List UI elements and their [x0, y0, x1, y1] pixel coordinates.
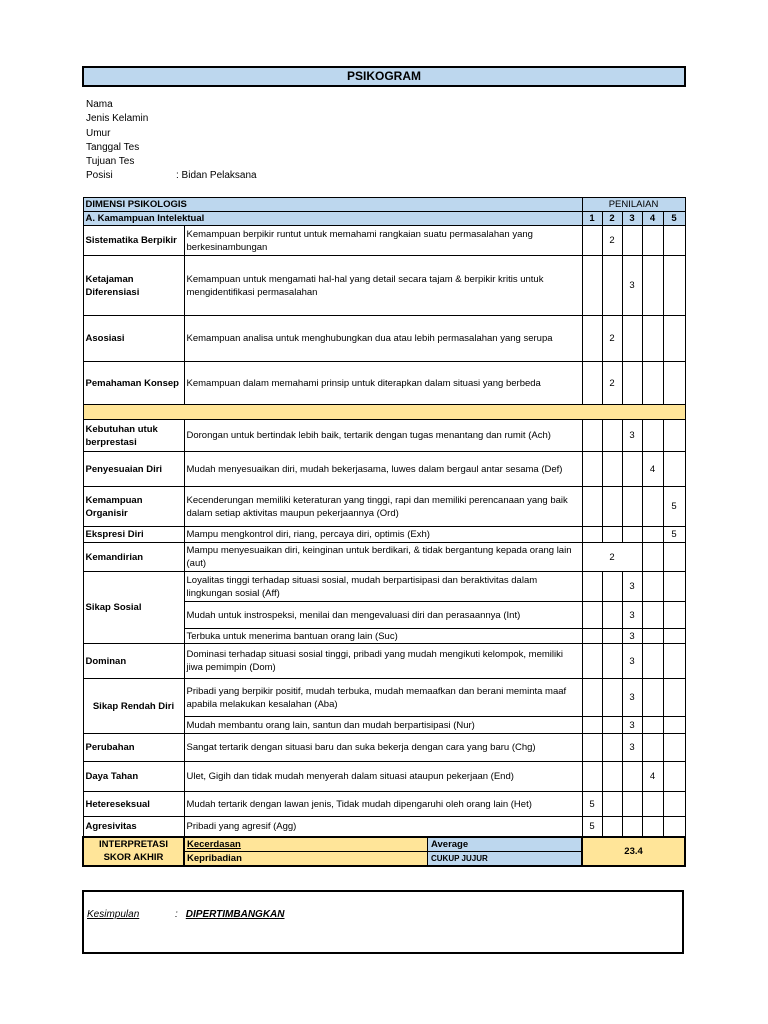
psychogram-table — [82, 197, 686, 867]
average-label: Average — [427, 838, 581, 851]
table-row — [83, 817, 685, 837]
scale-3: 3 — [622, 212, 642, 226]
row-description: Loyalitas tinggi terhadap situasi sosial, mudah berpartisipasi dan beraktivitas dalam lingkungan sosial (Aff) — [184, 572, 582, 602]
row-category: Agresivitas — [83, 817, 184, 837]
info-label: Nama — [86, 99, 113, 110]
column-header-rating: PENILAIAN — [582, 198, 685, 212]
row-category: Asosiasi — [83, 316, 184, 362]
row-description: Mudah untuk instrospeksi, menilai dan mengevaluasi diri dan perasaannya (Int) — [184, 602, 582, 629]
row-score: 5 — [663, 527, 685, 543]
table-row — [83, 644, 685, 679]
info-label: Jenis Kelamin — [86, 113, 149, 125]
table-row — [83, 487, 685, 527]
row-description: Pribadi yang berpikir positif, mudah terbuka, mudah memaafkan dan berani meminta maaf apabila melakukan kesalahan (Aba) — [184, 679, 582, 717]
info-label: Umur — [86, 127, 111, 139]
row-score: 4 — [642, 452, 663, 487]
average-result: CUKUP JUJUR — [427, 852, 581, 865]
row-description: Kemampuan untuk mengamati hal-hal yang detail secara tajam & berpikir kritis untuk mengidentifikasi permasalahan — [184, 256, 582, 316]
row-category: Kemampuan Organisir — [83, 487, 184, 527]
row-score: 3 — [622, 644, 642, 679]
row-category: Ketajaman Diferensiasi — [83, 256, 184, 316]
row-score: 2 — [602, 226, 622, 256]
table-row — [83, 452, 685, 487]
intelligence-label: Kecerdasan — [187, 838, 241, 850]
info-label: Tanggal Tes — [86, 141, 140, 153]
info-value: : Bidan Pelaksana — [176, 170, 257, 182]
row-score: 4 — [642, 762, 663, 792]
section-intellectual: A. Kamampuan Intelektual — [83, 212, 582, 226]
row-score: 3 — [622, 734, 642, 762]
section-divider — [83, 405, 685, 420]
table-row — [83, 362, 685, 405]
row-description: Sangat tertarik dengan situasi baru dan suka bekerja dengan cara yang baru (Chg) — [184, 734, 582, 762]
row-category: Penyesuaian Diri — [83, 452, 184, 487]
row-category: Dominan — [83, 644, 184, 679]
row-category: Ekspresi Diri — [83, 527, 184, 543]
table-row — [83, 527, 685, 543]
row-description: Ulet, Gigih dan tidak mudah menyerah dalam situasi ataupun pekerjaan (End) — [184, 762, 582, 792]
row-description: Terbuka untuk menerima bantuan orang lain (Suc) — [184, 629, 582, 644]
row-score: 3 — [622, 602, 642, 629]
row-category: Kemandirian — [83, 543, 184, 572]
table-row — [83, 792, 685, 817]
row-description: Mudah tertarik dengan lawan jenis, Tidak mudah dipengaruhi oleh orang lain (Het) — [184, 792, 582, 817]
row-description: Kecenderungan memiliki keteraturan yang tinggi, rapi dan memiliki perencanaan yang baik dalam setiap aktivitas maupun pekerjaannya (Ord) — [184, 487, 582, 527]
row-score: 5 — [582, 817, 602, 837]
final-score: 23.4 — [582, 837, 685, 866]
row-score: 2 — [602, 362, 622, 405]
row-score: 5 — [663, 487, 685, 527]
table-row — [83, 762, 685, 792]
table-row — [83, 734, 685, 762]
row-category: Sikap Rendah Diri — [83, 679, 184, 734]
row-score: 3 — [622, 420, 642, 452]
conclusion-box — [82, 890, 684, 954]
row-category: Daya Tahan — [83, 762, 184, 792]
row-score: 3 — [622, 572, 642, 602]
table-row — [83, 679, 685, 717]
row-category: Sistematika Berpikir — [83, 226, 184, 256]
scale-1: 1 — [582, 212, 602, 226]
row-score: 3 — [622, 679, 642, 717]
scale-5: 5 — [663, 212, 685, 226]
row-score: 2 — [602, 316, 622, 362]
row-score: 3 — [622, 256, 642, 316]
conclusion-label: Kesimpulan — [87, 909, 140, 920]
personality-label: Kepribadian — [187, 852, 242, 864]
row-category: Hetereseksual — [83, 792, 184, 817]
row-description: Mampu menyesuaikan diri, keinginan untuk berdikari, & tidak bergantung kepada orang lain (aut) — [184, 543, 582, 572]
identity-info — [86, 98, 257, 184]
conclusion-value: DIPERTIMBANGKAN — [185, 909, 285, 920]
row-score: 3 — [622, 629, 642, 644]
info-label: Tujuan Tes — [86, 156, 135, 168]
row-score: 3 — [622, 717, 642, 734]
row-description: Mudah menyesuaikan diri, mudah bekerjasama, luwes dalam bergaul antar sesama (Def) — [184, 452, 582, 487]
row-category: Perubahan — [83, 734, 184, 762]
table-row — [83, 316, 685, 362]
column-header-dimension: DIMENSI PSIKOLOGIS — [83, 198, 582, 212]
row-description: Mampu mengkontrol diri, riang, percaya diri, optimis (Exh) — [184, 527, 582, 543]
conclusion-separator: : — [175, 909, 178, 920]
row-category: Pemahaman Konsep — [83, 362, 184, 405]
row-description: Dominasi terhadap situasi sosial tinggi, pribadi yang mudah mengikuti kelompok, memiliki jiwa pemimpin (Dom) — [184, 644, 582, 679]
interpretation-label: INTERPRETASI SKOR AKHIR — [83, 837, 184, 866]
row-score: 2 — [582, 543, 642, 572]
row-description: Kemampuan berpikir runtut untuk memahami rangkaian suatu permasalahan yang berkesinambungan — [184, 226, 582, 256]
row-category: Kebutuhan utuk berprestasi — [83, 420, 184, 452]
row-description: Kemampuan dalam memahami prinsip untuk diterapkan dalam situasi yang berbeda — [184, 362, 582, 405]
row-description: Kemampuan analisa untuk menghubungkan dua atau lebih permasalahan yang serupa — [184, 316, 582, 362]
scale-2: 2 — [602, 212, 622, 226]
table-row — [83, 572, 685, 602]
row-score: 5 — [582, 792, 602, 817]
row-description: Mudah membantu orang lain, santun dan mudah berpartisipasi (Nur) — [184, 717, 582, 734]
info-label: Posisi — [86, 170, 113, 182]
row-description: Dorongan untuk bertindak lebih baik, tertarik dengan tugas menantang dan rumit (Ach) — [184, 420, 582, 452]
page-title: PSIKOGRAM — [82, 66, 686, 87]
row-category: Sikap Sosial — [83, 572, 184, 644]
table-row — [83, 226, 685, 256]
table-row — [83, 420, 685, 452]
final-interpretation — [83, 837, 685, 852]
table-row — [83, 256, 685, 316]
row-description: Pribadi yang agresif (Agg) — [184, 817, 582, 837]
table-row — [83, 543, 685, 572]
scale-4: 4 — [642, 212, 663, 226]
